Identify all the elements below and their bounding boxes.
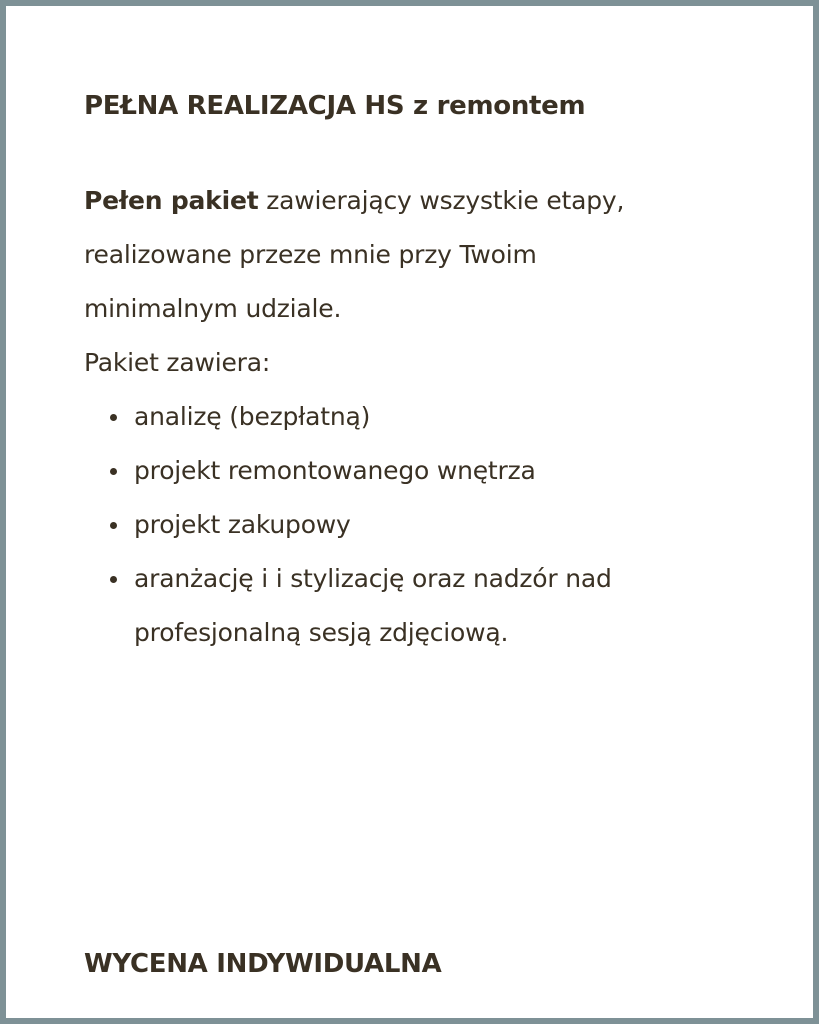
list-item-text: projekt zakupowy	[134, 510, 351, 539]
list-item	[84, 390, 744, 444]
bullet-icon	[110, 522, 117, 529]
intro-line-1	[84, 174, 744, 228]
list-item	[84, 444, 744, 498]
list-item	[84, 498, 744, 552]
list-heading: Pakiet zawiera:	[84, 348, 271, 377]
intro-line-3: minimalnym udziale.	[84, 294, 342, 323]
list-item-text: aranżację i i stylizację oraz nadzór nad profesjonalną sesją zdjęciową.	[134, 564, 612, 647]
pricing-note: WYCENA INDYWIDUALNA	[84, 949, 442, 979]
package-title: PEŁNA REALIZACJA HS z remontem	[84, 91, 586, 121]
package-description	[84, 174, 744, 660]
intro-bold: Pełen pakiet	[84, 186, 259, 215]
list-item	[84, 552, 744, 660]
list-item-text: analizę (bezpłatną)	[134, 402, 371, 431]
package-contents-list	[84, 390, 744, 660]
bullet-icon	[110, 414, 117, 421]
intro-rest: zawierający wszystkie etapy,	[258, 186, 625, 215]
bullet-icon	[110, 468, 117, 475]
intro-line-2: realizowane przeze mnie przy Twoim	[84, 240, 537, 269]
bullet-icon	[110, 576, 117, 583]
list-item-text: projekt remontowanego wnętrza	[134, 456, 536, 485]
